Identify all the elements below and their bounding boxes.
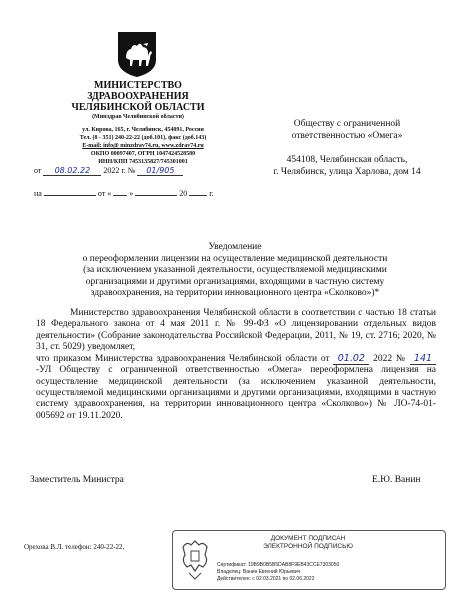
coat-of-arms-emblem	[112, 30, 162, 78]
recipient-address-line: г. Челябинск, улица Харлова, дом 14	[273, 167, 421, 177]
ref-month-blank	[135, 195, 177, 196]
title-line: здравоохранения, на территории инновационного центра «Сколково»)*	[90, 288, 380, 298]
recipient-name-line: Обществу с ограниченной	[293, 119, 401, 129]
ref-number-blank	[44, 195, 96, 196]
ministry-name-line: ЧЕЛЯБИНСКОЙ ОБЛАСТИ	[71, 102, 205, 113]
body-paragraph: Министерство здравоохранения Челябинской области в соответствии с частью 18 статьи 18 Федерального закона от 4 мая 2011 г. № 99-ФЗ «О лицензировании отдельных видов деятельности» (Собрание законодательства Российской Федерации, 2011, № 19, ст. 2716; 2020, № 31, ст. 5029) уведомляет,	[36, 308, 436, 352]
signatory-role: Заместитель Министра	[30, 475, 124, 485]
stamp-header-line: ЭЛЕКТРОННОЙ ПОДПИСЬЮ	[263, 543, 353, 550]
reg-from-label: от	[34, 166, 42, 175]
order-number-handwritten: 141	[410, 353, 436, 365]
title-line: организациями и другими организациями, входящими в частную систему	[85, 276, 385, 287]
contact-phone: Тел. (8 - 351) 240-22-22 (доб.101), факс (доб.143)	[79, 135, 207, 141]
electronic-signature-stamp	[172, 530, 446, 590]
contact-okpo: ОКПО 00097407, ОГРН 1047424528580	[90, 151, 196, 157]
document-title	[40, 242, 430, 300]
ministry-name-block	[58, 80, 218, 121]
stamp-owner: Владелец: Ванин Евгений Юрьевич	[217, 569, 301, 575]
ref-year-suffix: г.	[209, 189, 214, 198]
stamp-header-line: ДОКУМЕНТ ПОДПИСАН	[270, 535, 346, 542]
body-paragraph-order	[36, 353, 436, 422]
order-year: 2022 №	[373, 354, 407, 365]
ref-day-blank	[113, 195, 127, 196]
title-line: (за исключением указанной деятельности, осуществляемой медицинскими	[83, 265, 387, 275]
ministry-name-line: ЗДРАВООХРАНЕНИЯ	[87, 91, 189, 102]
reg-year-label: 2022 г. №	[103, 166, 136, 175]
recipient-address-line: 454108, Челябинская область,	[286, 155, 408, 165]
document-body	[36, 308, 436, 422]
stamp-header	[243, 535, 373, 551]
ministry-short-name: (Минздрав Челябинской области)	[92, 114, 184, 120]
ref-from-label: от «	[97, 189, 112, 198]
order-intro: что приказом Министерства здравоохранения Челябинской области от	[36, 354, 330, 365]
contact-email-link[interactable]: E-mail: info@ minzdrav74.ru, www.zdrav74.ru	[82, 143, 204, 149]
reg-number-handwritten: 01/905	[137, 166, 183, 176]
order-date-handwritten: 01.02	[333, 353, 369, 365]
reg-date-handwritten: 08.02.22	[43, 166, 101, 176]
stamp-certificate: Сертификат: 19В9В0В5В5DАВ8F9ЕВ43ССЕ7303050	[217, 562, 340, 568]
contact-inn: ИНН/КПП 7453135827/745301001	[98, 159, 188, 165]
ref-year-blank	[189, 195, 207, 196]
stamp-details	[217, 562, 339, 583]
stamp-validity: Действителен: с 02.03.2021 по 02.06.2022	[217, 576, 315, 582]
double-eagle-emblem-icon	[179, 537, 211, 581]
recipient-name-line: ответственностью «Омега»	[291, 131, 403, 141]
contact-address: ул. Кирова, 165, г. Челябинск, 454091, Россия	[82, 127, 204, 133]
ministry-name-line: МИНИСТЕРСТВО	[94, 80, 182, 91]
registration-line	[34, 166, 183, 176]
reference-line: на от « » 20 г.	[34, 189, 214, 198]
signatory-name: Е.Ю. Ванин	[372, 475, 421, 485]
title-line: о переоформлении лицензии на осуществление медицинской деятельности	[82, 253, 388, 264]
ref-on-label: на	[34, 189, 42, 198]
ministry-contacts	[58, 126, 228, 166]
recipient-block	[244, 118, 450, 178]
ref-year: 20	[179, 189, 188, 198]
executor-contact: Орехова В.Л. телефон: 240-22-22,	[24, 543, 125, 551]
title-line: Уведомление	[208, 242, 262, 252]
order-text: -УЛ Обществу с ограниченной ответственностью «Омега» переоформлена лицензия на осуществление медицинской деятельности (за исключением указанной деятельности, осуществляемой медицинскими организациями и другими организациями, входящими в частную систему здравоохранения, на территории инновационного центра «Сколково») № ЛО-74-01-005692 от 19.11.2020.	[36, 365, 436, 421]
